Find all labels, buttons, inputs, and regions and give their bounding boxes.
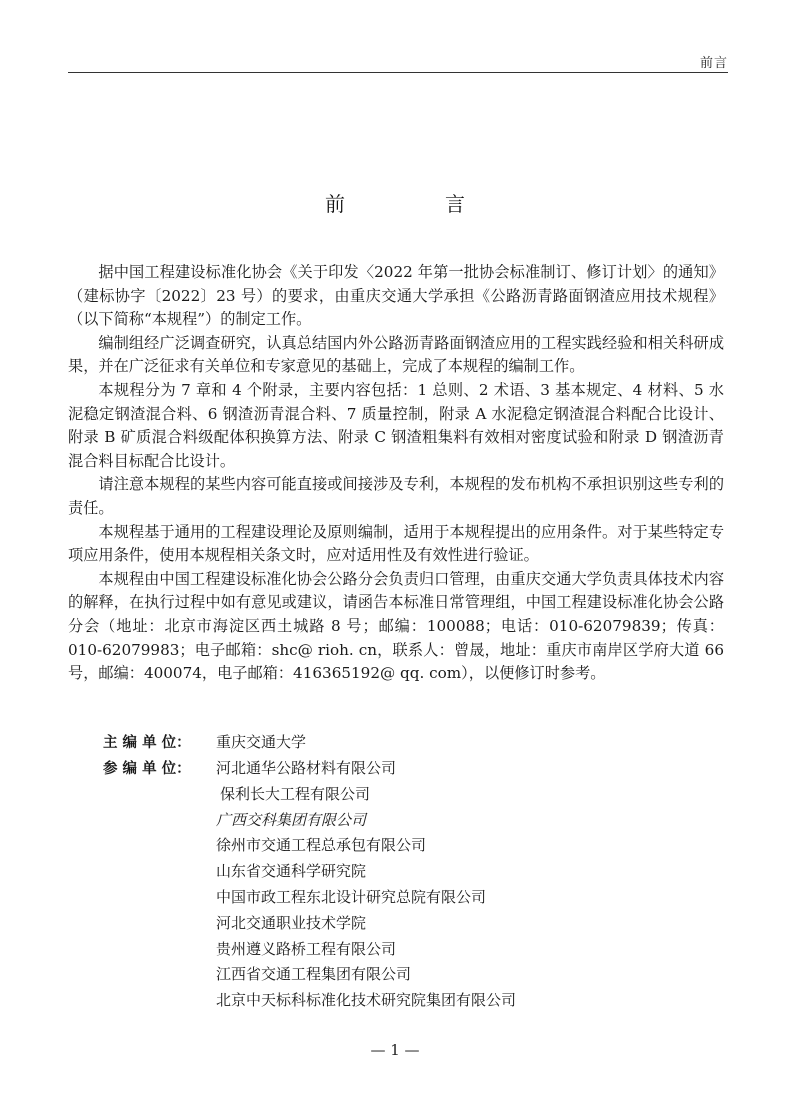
participant-unit: 河北交通职业技术学院 [216,913,367,932]
participant-unit: 山东省交通科学研究院 [216,862,367,881]
chief-editor-label: 主 编 单 位： [103,735,191,751]
participant-unit: 保利长大工程有限公司 [220,784,371,803]
participants-label: 参 编 单 位： [103,761,191,777]
page-title: 前 言 [325,192,505,216]
participant-unit: 徐州市交通工程总承包有限公司 [216,836,427,855]
preface-body [68,261,724,686]
participant-unit: 贵州遵义路桥工程有限公司 [216,939,397,958]
page-number: — 1 — [370,1041,420,1059]
participant-unit: 中国市政工程东北设计研究总院有限公司 [216,887,487,906]
participants-row [103,756,743,1014]
participant-unit: 北京中天标科标准化技术研究院集团有限公司 [216,991,517,1010]
participant-unit: 广西交科集团有限公司 [216,810,367,829]
participant-unit: 河北通华公路材料有限公司 [216,759,397,777]
header-rule [68,72,728,73]
chief-editor-row [103,730,743,756]
paragraph-mandate: 据中国工程建设标准化协会《关于印发〈2022 年第一批协会标准制订、修订计划〉的通知》（建标协字〔2022〕23 号）的要求，由重庆交通大学承担《公路沥青路面钢渣应用技术规程》（以下简称“本规程”）的制定工作。 [68,263,724,329]
paragraph-contents: 本规程分为 7 章和 4 个附录，主要内容包括：1 总则、2 术语、3 基本规定、4 材料、5 水泥稳定钢渣混合料、6 钢渣沥青混合料、7 质量控制，附录 A 水泥稳定钢渣混合料配合比设计、附录 B 矿质混合料级配体积换算方法、附录 C 钢渣粗集料有效相对密度试验和附录 D 钢渣沥青混合料目标配合比设计。 [68,380,724,470]
paragraph-applicability: 本规程基于通用的工程建设理论及原则编制，适用于本规程提出的应用条件。对于某些特定专项应用条件，使用本规程相关条文时，应对适用性及有效性进行验证。 [68,522,724,565]
paragraph-management-contact: 本规程由中国工程建设标准化协会公路分会负责归口管理，由重庆交通大学负责具体技术内容的解释，在执行过程中如有意见或建议，请函告本标准日常管理组，中国工程建设标准化协会公路分会（地址：北京市海淀区西土城路 8 号；邮编：100088；电话：010-62079839；传真：010-62079983；电子邮箱：shc@ rioh. cn，联系人：曾晟，地址：重庆市南岸区学府大道 66 号，邮编：400074，电子邮箱：416365192@ qq. com），以便修订时参考。 [68,569,724,683]
participant-unit: 江西省交通工程集团有限公司 [216,965,412,984]
chief-editor-list [216,730,306,756]
credits-block [103,730,743,1014]
paragraph-research: 编制组经广泛调查研究，认真总结国内外公路沥青路面钢渣应用的工程实践经验和相关科研成果，并在广泛征求有关单位和专家意见的基础上，完成了本规程的编制工作。 [68,333,724,376]
paragraph-patent-notice: 请注意本规程的某些内容可能直接或间接涉及专利，本规程的发布机构不承担识别这些专利的责任。 [68,475,724,517]
participants-list [216,756,516,1014]
running-header: 前言 [699,56,728,71]
chief-editor-unit: 重庆交通大学 [216,733,307,751]
